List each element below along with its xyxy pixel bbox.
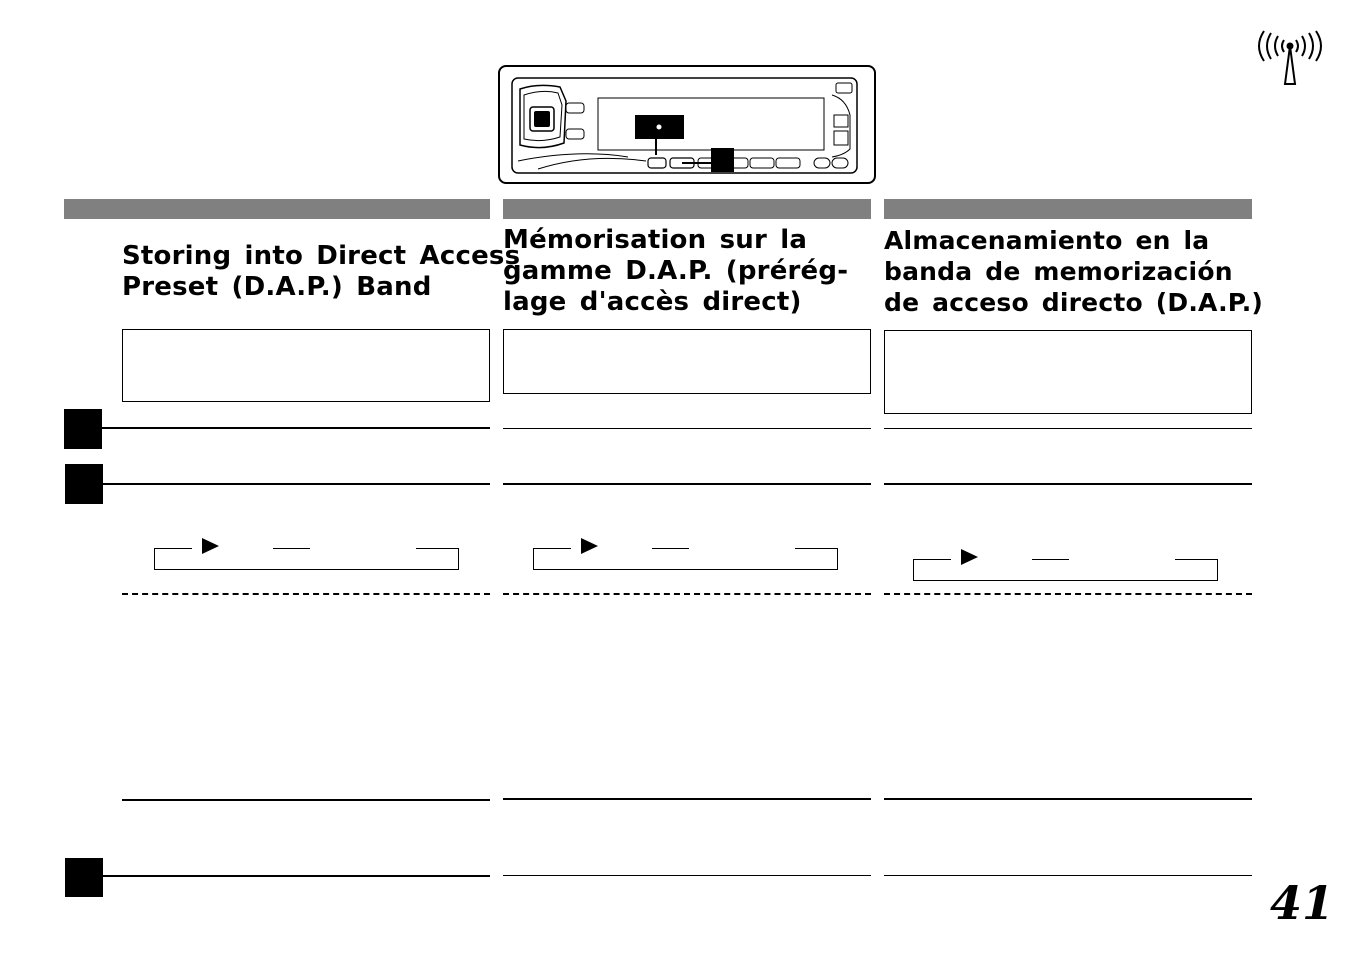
step-1-marker <box>64 409 102 449</box>
step-3-rule-es <box>884 875 1252 876</box>
note-rule-en <box>122 799 490 801</box>
car-stereo-front-panel-illustration <box>498 65 876 185</box>
intro-box-es <box>884 330 1252 414</box>
dashed-separator-fr <box>503 593 871 595</box>
section-title-es: Almacenamiento en la banda de memorización de acceso directo (D.A.P.) <box>884 226 1264 317</box>
step-3-rule-fr <box>503 875 871 876</box>
step-3-rule-en <box>103 875 490 877</box>
step-1-rule-fr <box>503 428 871 429</box>
note-rule-es <box>884 798 1252 800</box>
play-arrow-icon <box>202 538 219 554</box>
column-header-bar-en <box>64 199 490 219</box>
dashed-separator-es <box>884 593 1252 595</box>
step-2-rule-fr <box>503 483 871 485</box>
section-title-en: Storing into Direct Access Preset (D.A.P.) Band <box>122 241 521 302</box>
column-header-bar-es <box>884 199 1252 219</box>
step-1-rule-en <box>102 427 490 429</box>
column-header-bar-fr <box>503 199 871 219</box>
step-2-rule-en <box>103 483 490 485</box>
step-1-rule-es <box>884 428 1252 429</box>
intro-box-fr <box>503 329 871 394</box>
play-arrow-icon <box>961 549 978 565</box>
section-title-fr: Mémorisation sur la gamme D.A.P. (prérég- lage d'accès direct) <box>503 225 849 317</box>
page-number: 41 <box>1270 876 1335 930</box>
play-arrow-icon <box>581 538 598 554</box>
note-rule-fr <box>503 798 871 800</box>
step-2-marker <box>65 464 103 504</box>
intro-box-en <box>122 329 490 402</box>
step-2-rule-es <box>884 483 1252 485</box>
step-3-marker <box>65 858 103 897</box>
dashed-separator-en <box>122 593 490 595</box>
radio-antenna-icon <box>1254 30 1326 86</box>
